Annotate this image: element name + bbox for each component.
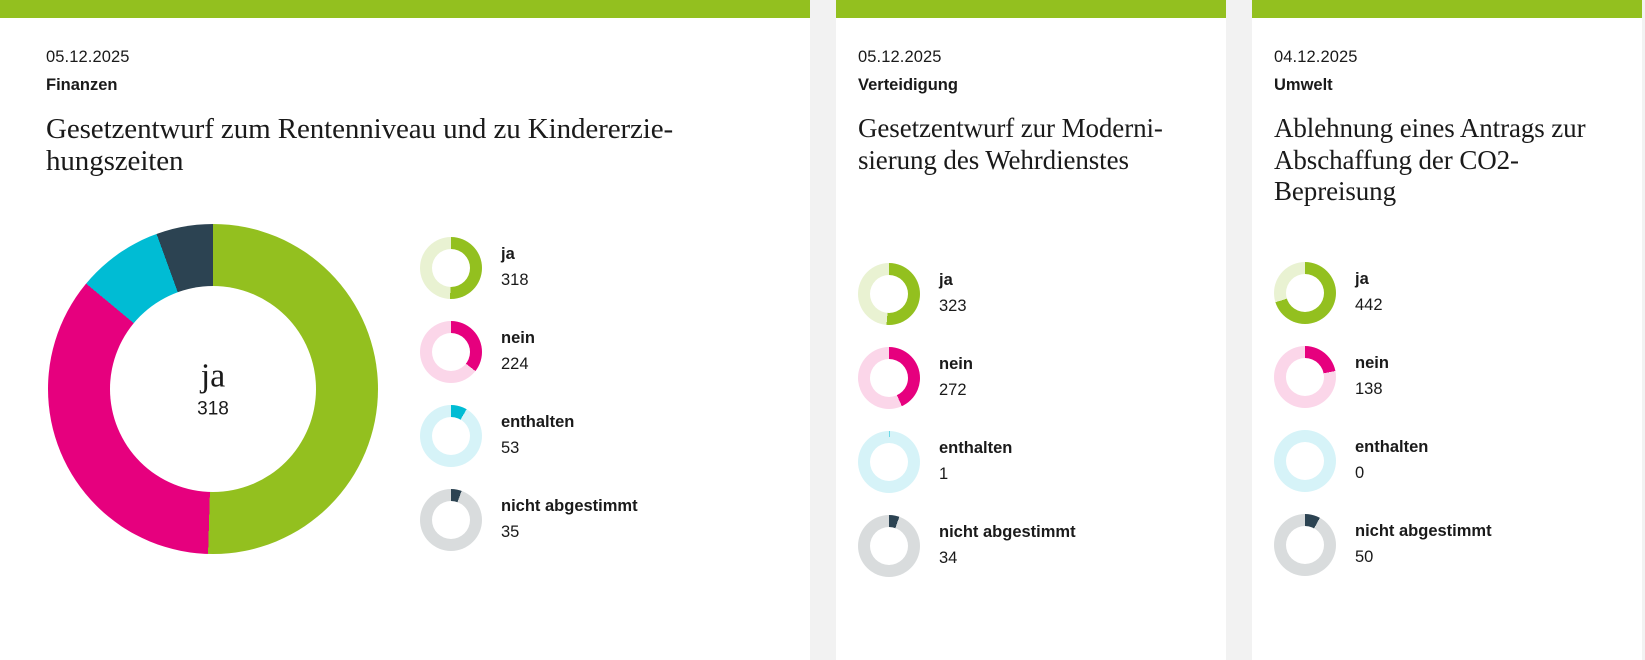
mini-donut-nein (1274, 346, 1336, 408)
donut-hole (870, 275, 908, 313)
legend-value-nein: 138 (1355, 379, 1383, 398)
vote-topic: Verteidigung (858, 76, 958, 94)
vote-topic: Finanzen (46, 76, 118, 94)
mini-donut-enthalten (1274, 430, 1336, 492)
legend-item-enthalten (420, 394, 638, 478)
card-body (1252, 18, 1642, 587)
legend-value-ja: 318 (501, 270, 529, 289)
legend-label-nein: nein (939, 355, 973, 374)
legend-text (501, 413, 574, 459)
vote-date: 05.12.2025 (858, 48, 942, 66)
legend-text (1355, 270, 1383, 316)
vote-card[interactable] (0, 0, 810, 660)
mini-donut-nein (420, 321, 482, 383)
legend-text (501, 245, 529, 291)
legend-text (939, 271, 967, 317)
legend-label-nicht-abgestimmt: nicht abgestimmt (1355, 521, 1492, 540)
legend-label-ja: ja (501, 245, 515, 264)
legend-item-enthalten (858, 420, 1076, 504)
card-body (836, 18, 1226, 588)
vote-legend (1274, 251, 1492, 587)
vote-card[interactable] (1252, 0, 1642, 660)
legend-label-ja: ja (939, 271, 953, 290)
card-body (0, 18, 810, 562)
legend-value-enthalten: 53 (501, 438, 520, 457)
card-accent-bar (0, 0, 810, 18)
legend-value-ja: 323 (939, 297, 967, 316)
donut-hole (1286, 526, 1324, 564)
mini-donut-enthalten (420, 405, 482, 467)
donut-hole (432, 333, 470, 371)
legend-item-nein (420, 310, 638, 394)
legend-label-enthalten: enthalten (501, 413, 575, 432)
vote-title: Gesetzentwurf zur Moderni-sierung des Wehrdienstes (858, 113, 1163, 175)
legend-text (1355, 354, 1389, 400)
legend-label-nein: nein (1355, 353, 1389, 372)
legend-text (501, 329, 535, 375)
legend-value-enthalten: 1 (939, 465, 949, 484)
donut-hole (1286, 358, 1324, 396)
donut-center-name: ja (200, 357, 226, 395)
mini-donut-ja (858, 263, 920, 325)
donut-hole (432, 417, 470, 455)
donut-hole (1286, 274, 1324, 312)
donut-hole (432, 501, 470, 539)
vote-date: 04.12.2025 (1274, 48, 1358, 66)
legend-value-ja: 442 (1355, 295, 1383, 314)
legend-item-ja (1274, 251, 1492, 335)
mini-donut-nicht-abgestimmt (420, 489, 482, 551)
vote-legend (858, 252, 1076, 588)
card-accent-bar (836, 0, 1226, 18)
legend-value-nein: 224 (501, 354, 529, 373)
vote-chart-area (46, 224, 764, 562)
legend-text (939, 523, 1076, 569)
legend-label-enthalten: enthalten (1355, 437, 1429, 456)
legend-label-enthalten: enthalten (939, 439, 1013, 458)
legend-value-nicht-abgestimmt: 50 (1355, 547, 1374, 566)
legend-item-nicht-abgestimmt (858, 504, 1076, 588)
main-donut-chart (48, 224, 378, 554)
legend-label-nicht-abgestimmt: nicht abgestimmt (939, 523, 1076, 542)
donut-hole (870, 359, 908, 397)
mini-donut-nicht-abgestimmt (858, 515, 920, 577)
vote-title: Ablehnung eines Antrags zur Abschaffung der CO2-Bepreisung (1274, 113, 1586, 207)
donut-hole (1286, 442, 1324, 480)
legend-label-nicht-abgestimmt: nicht abgestimmt (501, 497, 638, 516)
donut-hole (870, 443, 908, 481)
card-accent-bar (1252, 0, 1642, 18)
legend-item-ja (858, 252, 1076, 336)
legend-item-nein (858, 336, 1076, 420)
legend-text (1355, 438, 1428, 484)
mini-donut-enthalten (858, 431, 920, 493)
vote-date: 05.12.2025 (46, 48, 130, 66)
legend-item-enthalten (1274, 419, 1492, 503)
legend-item-nicht-abgestimmt (1274, 503, 1492, 587)
legend-item-nein (1274, 335, 1492, 419)
mini-donut-ja (1274, 262, 1336, 324)
vote-legend (420, 226, 638, 562)
legend-text (939, 355, 973, 401)
donut-hole (870, 527, 908, 565)
mini-donut-nein (858, 347, 920, 409)
donut-center-value: 318 (197, 398, 229, 420)
mini-donut-nicht-abgestimmt (1274, 514, 1336, 576)
donut-center-label (113, 357, 313, 420)
legend-value-nein: 272 (939, 381, 967, 400)
legend-value-enthalten: 0 (1355, 463, 1365, 482)
legend-item-nicht-abgestimmt (420, 478, 638, 562)
legend-label-nein: nein (501, 329, 535, 348)
legend-text (1355, 522, 1492, 568)
vote-topic: Umwelt (1274, 76, 1333, 94)
legend-item-ja (420, 226, 638, 310)
vote-title: Gesetzentwurf zum Rentenniveau und zu Kindererzie-hungszeiten (46, 113, 674, 178)
vote-chart-area (1274, 249, 1620, 587)
legend-text (939, 439, 1012, 485)
legend-value-nicht-abgestimmt: 35 (501, 522, 520, 541)
legend-label-ja: ja (1355, 269, 1369, 288)
legend-text (501, 497, 638, 543)
vote-chart-area (858, 250, 1204, 588)
legend-value-nicht-abgestimmt: 34 (939, 549, 958, 568)
mini-donut-ja (420, 237, 482, 299)
donut-hole (432, 249, 470, 287)
vote-card[interactable] (836, 0, 1226, 660)
